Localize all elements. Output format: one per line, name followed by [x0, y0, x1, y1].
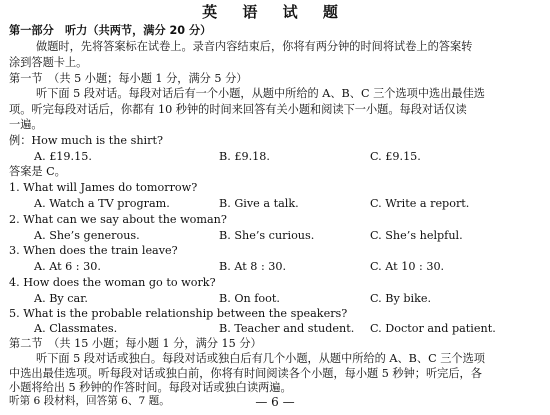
question-1: 1. What will James do tomorrow?	[9, 181, 198, 194]
example-question: 例：How much is the shirt?	[9, 134, 163, 147]
question-4-option-a: A. By car.	[34, 292, 88, 305]
question-2: 2. What can we say about the woman?	[9, 213, 227, 226]
page-title: 英 语 试 题	[202, 3, 348, 21]
question-5-option-b: B. Teacher and student.	[219, 322, 355, 335]
example-option-c: C. £9.15.	[370, 150, 421, 163]
question-2-option-c: C. She’s helpful.	[370, 229, 463, 242]
section1-instruction-line1: 听下面 5 段对话。每段对话后有一个小题，从题中所给的 A、B、C 三个选项中选出最佳选	[36, 87, 485, 100]
question-2-option-b: B. She’s curious.	[219, 229, 315, 242]
section2-instruction-line1: 听下面 5 段对话或独白。每段对话或独白后有几个小题，从题中所给的 A、B、C 三个选项	[36, 352, 485, 365]
question-1-option-a: A. Watch a TV program.	[34, 197, 170, 210]
question-3-option-b: B. At 8 : 30.	[219, 260, 287, 273]
part1-heading: 第一部分 听力（共两节，满分 20 分）	[9, 24, 212, 37]
section2-instruction-line3: 小题将给出 5 秒钟的作答时间。每段对话或独白读两遍。	[9, 381, 292, 394]
question-4-option-b: B. On foot.	[219, 292, 280, 305]
question-4-option-c: C. By bike.	[370, 292, 432, 305]
question-3-option-a: A. At 6 : 30.	[34, 260, 101, 273]
example-option-a: A. £19.15.	[34, 150, 92, 163]
part1-intro-line2: 涂到答题卡上。	[9, 56, 88, 69]
example-answer: 答案是 C。	[9, 165, 66, 178]
question-5-option-c: C. Doctor and patient.	[370, 322, 496, 335]
question-1-option-c: C. Write a report.	[370, 197, 470, 210]
section2-heading: 第二节 （共 15 小题；每小题 1 分，满分 15 分）	[9, 337, 262, 350]
question-5-option-a: A. Classmates.	[34, 322, 118, 335]
question-5: 5. What is the probable relationship between the speakers?	[9, 307, 348, 320]
question-1-option-b: B. Give a talk.	[219, 197, 299, 210]
question-2-option-a: A. She’s generous.	[34, 229, 140, 242]
section2-material: 听第 6 段材料，回答第 6、7 题。	[9, 395, 170, 407]
section1-heading: 第一节 （共 5 小题；每小题 1 分，满分 5 分）	[9, 72, 248, 85]
section1-instruction-line3: 一遍。	[9, 118, 43, 131]
question-3: 3. When does the train leave?	[9, 244, 178, 257]
section1-instruction-line2: 项。听完每段对话后，你都有 10 秒钟的时间来回答有关小题和阅读下一小题。每段对话仅读	[9, 103, 467, 116]
question-4: 4. How does the woman go to work?	[9, 276, 216, 289]
part1-intro-line1: 做题时，先将答案标在试卷上。录音内容结束后，你将有两分钟的时间将试卷上的答案转	[36, 40, 473, 53]
question-3-option-c: C. At 10 : 30.	[370, 260, 445, 273]
example-option-b: B. £9.18.	[219, 150, 270, 163]
page-number: — 6 —	[255, 395, 295, 409]
section2-instruction-line2: 中选出最佳选项。听每段对话或独白前，你将有时间阅读各个小题，每小题 5 秒钟；听完后，各	[9, 367, 482, 380]
